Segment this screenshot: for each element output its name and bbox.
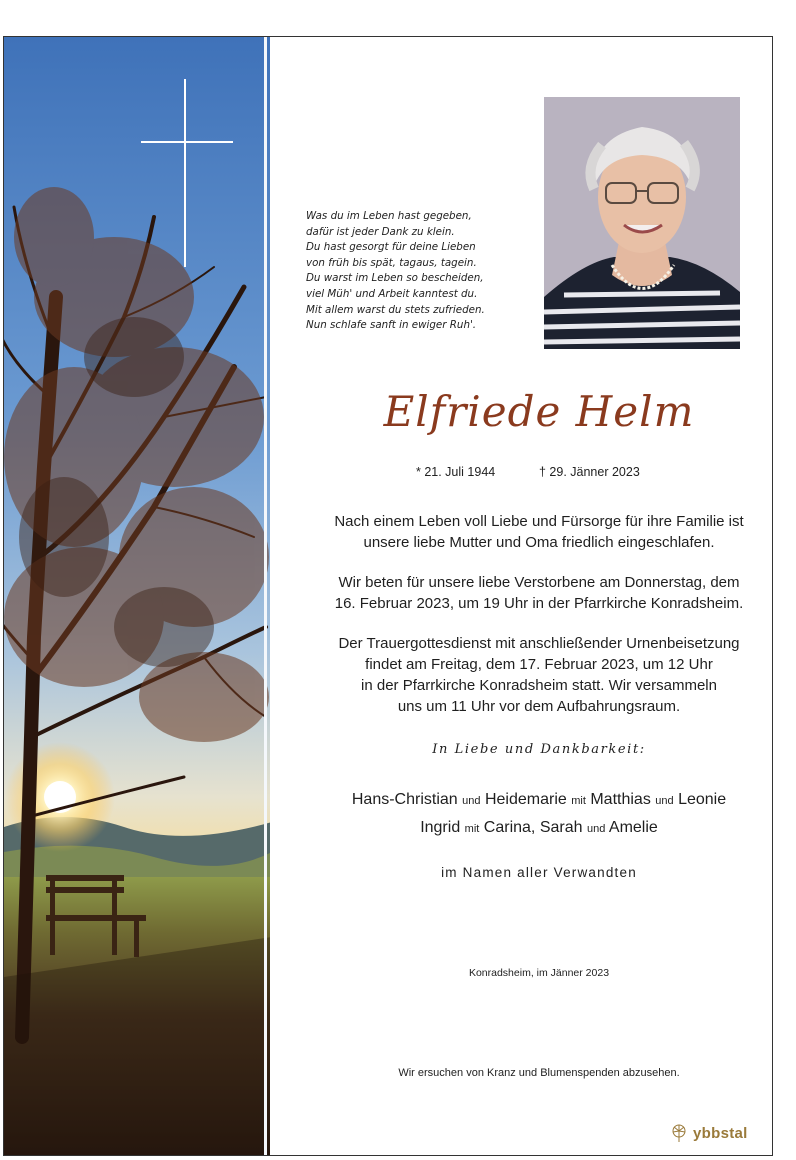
poem-line: Du hast gesorgt für deine Lieben bbox=[306, 241, 476, 254]
conjunction: mit bbox=[464, 823, 480, 835]
conjunction: und bbox=[462, 795, 481, 807]
portrait-image bbox=[544, 97, 740, 349]
paragraph-line: Wir beten für unsere liebe Verstorbene am Donnerstag, dem bbox=[338, 574, 740, 591]
sunset-tree-image bbox=[4, 37, 272, 1155]
dandelion-icon bbox=[669, 1123, 689, 1143]
landscape-photo bbox=[4, 37, 272, 1155]
paragraph-prayer bbox=[304, 572, 773, 614]
family-line-1 bbox=[304, 791, 773, 809]
paragraph-line: uns um 11 Uhr vor dem Aufbahrungsraum. bbox=[397, 698, 681, 715]
family-name: Carina, Sarah bbox=[483, 819, 583, 836]
paragraph-line: unsere liebe Mutter und Oma friedlich eingeschlafen. bbox=[363, 534, 715, 551]
paragraph-line: Der Trauergottesdienst mit anschließender Urnenbeisetzung bbox=[338, 635, 740, 652]
ybbstal-logo bbox=[669, 1121, 748, 1145]
poem-line: Du warst im Leben so bescheiden, bbox=[306, 272, 484, 285]
family-name: Leonie bbox=[678, 791, 727, 808]
family-line-2 bbox=[304, 819, 773, 837]
divider-line bbox=[264, 37, 267, 1155]
poem-line: Was du im Leben hast gegeben, bbox=[306, 210, 472, 222]
poem-line: Nun schlafe sanft in ewiger Ruh'. bbox=[306, 319, 477, 332]
portrait-photo bbox=[544, 97, 740, 349]
family-name: Ingrid bbox=[420, 819, 461, 836]
cross-icon-bar bbox=[141, 141, 233, 143]
conjunction: und bbox=[655, 795, 674, 807]
paragraph-line: in der Pfarrkirche Konradsheim statt. Wir versammeln bbox=[361, 677, 717, 694]
deceased-name: Elfriede Helm bbox=[383, 387, 695, 436]
family-name: Amelie bbox=[608, 819, 658, 836]
paragraph-line: findet am Freitag, dem 17. Februar 2023, um 12 Uhr bbox=[365, 656, 713, 673]
on-behalf-line: im Namen aller Verwandten bbox=[441, 865, 637, 880]
poem bbox=[306, 209, 536, 334]
place-date: Konradsheim, im Jänner 2023 bbox=[468, 967, 610, 979]
conjunction: und bbox=[586, 823, 606, 835]
birth-date: * 21. Juli 1944 bbox=[416, 465, 496, 479]
poem-line: dafür ist jeder Dank zu klein. bbox=[306, 225, 455, 238]
flower-note: Wir ersuchen von Kranz und Blumenspenden abzusehen. bbox=[398, 1067, 680, 1079]
paragraph-passing bbox=[304, 511, 773, 553]
paragraph-funeral bbox=[304, 633, 773, 717]
poem-line: viel Müh' und Arbeit kanntest du. bbox=[306, 287, 478, 300]
divider-line-2 bbox=[270, 37, 273, 1155]
in-love-heading: In Liebe und Dankbarkeit: bbox=[432, 742, 646, 757]
family-name: Heidemarie bbox=[484, 791, 567, 808]
obituary-card bbox=[3, 36, 773, 1156]
family-name: Matthias bbox=[590, 791, 651, 808]
family-name: Hans-Christian bbox=[351, 791, 458, 808]
cross-icon bbox=[184, 79, 186, 267]
poem-line: von früh bis spät, tagaus, tagein. bbox=[306, 256, 477, 269]
death-date: † 29. Jänner 2023 bbox=[539, 465, 640, 479]
paragraph-line: Nach einem Leben voll Liebe und Fürsorge für ihre Familie ist bbox=[334, 513, 744, 530]
poem-line: Mit allem warst du stets zufrieden. bbox=[306, 303, 485, 316]
paragraph-line: 16. Februar 2023, um 19 Uhr in der Pfarrkirche Konradsheim. bbox=[334, 595, 744, 612]
conjunction: mit bbox=[571, 795, 586, 807]
logo-text: ybbstal bbox=[693, 1124, 748, 1142]
